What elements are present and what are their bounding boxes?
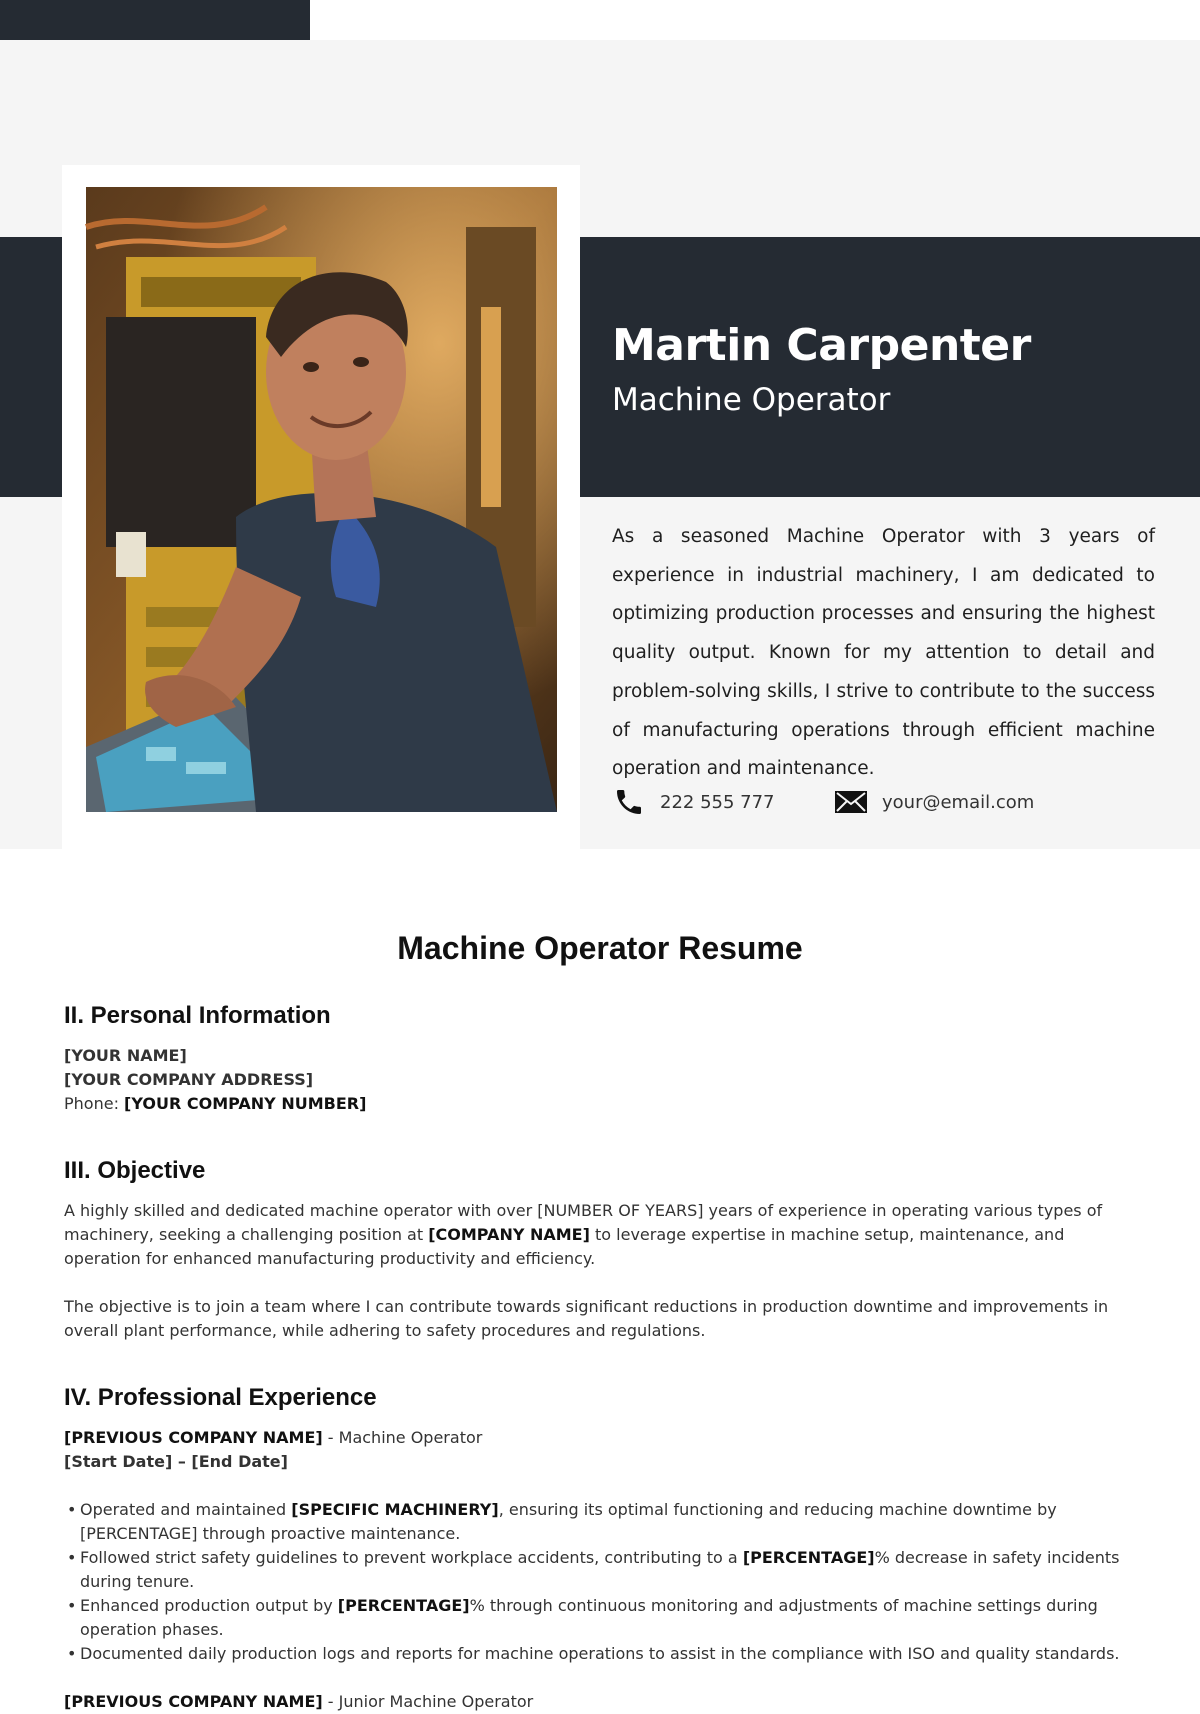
contact-phone [612,785,775,819]
list-item [64,1546,1144,1594]
list-item [64,1642,1144,1666]
bullet-bold: [PERCENTAGE] [337,1596,470,1615]
phone-number: 222 555 777 [660,791,775,813]
section-heading: II. Personal Information [64,1002,331,1029]
contact-email [834,785,1034,819]
experience-role: - Junior Machine Operator [322,1692,534,1711]
section-professional-experience [64,1384,1144,1714]
experience-company-line [64,1426,1144,1450]
experience-company: [PREVIOUS COMPANY NAME] [64,1428,323,1447]
personal-name: [YOUR NAME] [64,1046,187,1065]
phone-label: Phone: [64,1094,125,1113]
list-item [64,1498,1144,1546]
date-separator: – [172,1452,192,1471]
bullet-text: % decrease in safety incidents during tenure. [80,1548,1120,1591]
section-personal-information [64,1002,1144,1116]
list-item [64,1594,1144,1642]
bullet-text: Operated and maintained [80,1500,292,1519]
experience-role: - Machine Operator [322,1428,483,1447]
experience-company: [PREVIOUS COMPANY NAME] [64,1692,323,1711]
experience-dates [64,1450,1144,1474]
person-role: Machine Operator [612,382,891,418]
section-heading: III. Objective [64,1157,206,1184]
objective-paragraph-2: The objective is to join a team where I can contribute towards significant reductions in production downtime and improvements in overall plant performance, while adhering to safety procedures and regulations. [64,1297,1109,1340]
objective-text: A highly skilled and dedicated machine operator with over [NUMBER OF YEARS] years of experience in operating various types of machinery, seeking a challenging position at [64,1201,1103,1244]
envelope-icon [834,785,868,819]
section-heading: IV. Professional Experience [64,1384,377,1411]
personal-phone [64,1092,1144,1116]
experience-company-line-2 [64,1690,1144,1714]
experience-bullets [64,1498,1144,1666]
bullet-text: % through continuous monitoring and adjustments of machine settings during operation phases. [80,1596,1098,1639]
objective-paragraph-1 [64,1199,1144,1271]
bullet-text: Enhanced production output by [80,1596,338,1615]
profile-summary: As a seasoned Machine Operator with 3 years of experience in industrial machinery, I am dedicated to optimizing production processes and ensuring the highest quality output. Known for my attention to detail and problem-solving skills, I strive to contribute to the success of manufacturing operations through efficient machine operation and maintenance. [612,526,1155,780]
profile-photo [86,187,557,812]
document-title: Machine Operator Resume [397,930,803,966]
bullet-text: Documented daily production logs and reports for machine operations to assist in the compliance with ISO and quality standards. [80,1644,1120,1663]
bullet-bold: [SPECIFIC MACHINERY] [291,1500,499,1519]
bullet-text: , ensuring its optimal functioning and reducing machine downtime by [PERCENTAGE] through proactive maintenance. [80,1500,1057,1543]
section-objective [64,1157,1144,1343]
bullet-text: Followed strict safety guidelines to prevent workplace accidents, contributing to a [80,1548,743,1567]
objective-text: to leverage expertise in machine setup, maintenance, and operation for enhanced manufacturing productivity and efficiency. [64,1225,1065,1268]
email-address: your@email.com [882,791,1035,813]
personal-address: [YOUR COMPANY ADDRESS] [64,1070,314,1089]
bullet-bold: [PERCENTAGE] [742,1548,875,1567]
hero-dark-band-left [0,237,62,497]
phone-value: [YOUR COMPANY NUMBER] [124,1094,367,1113]
end-date: [End Date] [191,1452,288,1471]
profile-photo-illustration [86,187,557,812]
phone-icon [612,785,646,819]
top-accent-bar [0,0,310,40]
objective-company: [COMPANY NAME] [428,1225,590,1244]
person-name: Martin Carpenter [612,320,1031,371]
start-date: [Start Date] [64,1452,173,1471]
